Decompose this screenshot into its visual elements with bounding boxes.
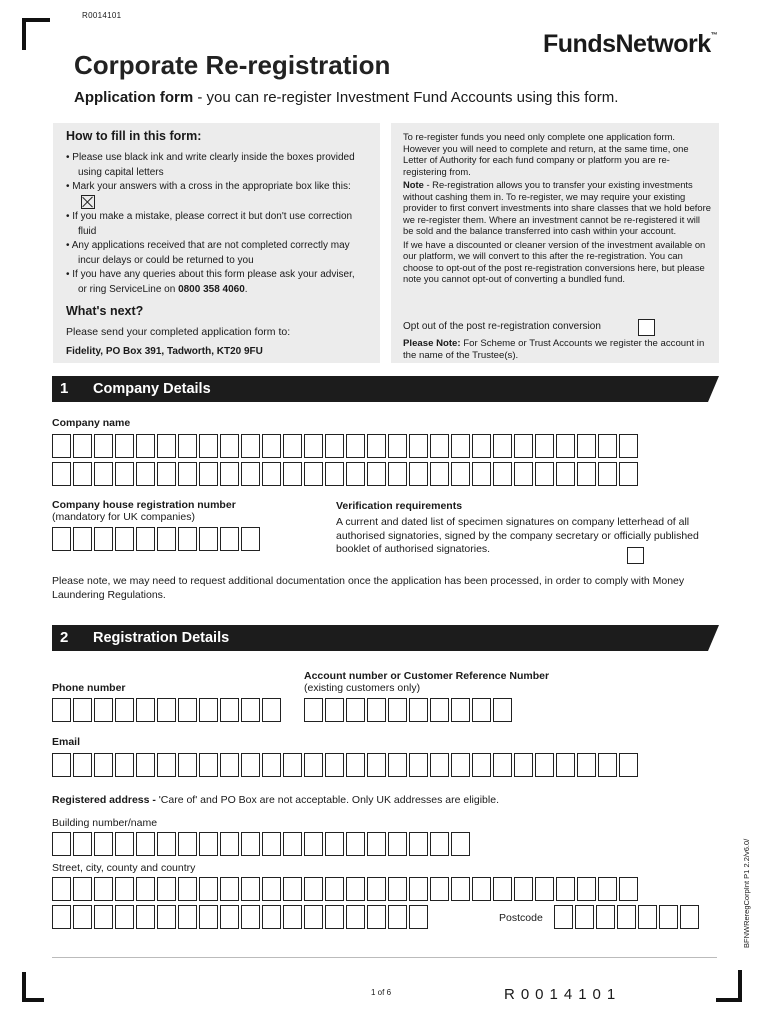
section1-title: Company Details [93, 381, 211, 397]
input-box[interactable] [409, 462, 428, 486]
verification-heading: Verification requirements [336, 500, 463, 512]
input-box[interactable] [409, 698, 428, 722]
account-number-sublabel: (existing customers only) [304, 682, 421, 694]
phone-label: Phone number [52, 682, 126, 694]
input-box[interactable] [52, 527, 71, 551]
section1-note: Please note, we may need to request additional documentation once the application has been processed, in order to comply with Money Laundering Regulations. [52, 575, 685, 601]
input-box[interactable] [617, 905, 636, 929]
postcode-boxes[interactable] [554, 905, 699, 929]
input-box[interactable] [136, 905, 155, 929]
input-box[interactable] [94, 698, 113, 722]
company-name-row-2[interactable] [52, 462, 638, 486]
right-panel-text [403, 131, 711, 287]
corner-mark-bottom-right [716, 970, 742, 1002]
reg-number-boxes[interactable] [52, 527, 260, 551]
input-box[interactable] [115, 527, 134, 551]
example-cross-box-icon [81, 195, 95, 209]
input-box[interactable] [262, 905, 281, 929]
fundsnetwork-logo [543, 30, 717, 59]
please-note-label: Please Note: [403, 338, 461, 349]
optout-checkbox[interactable] [638, 319, 655, 336]
input-box[interactable] [409, 832, 428, 856]
page-number: 1 of 6 [371, 988, 392, 997]
input-box[interactable] [346, 905, 365, 929]
input-box[interactable] [619, 753, 638, 777]
reg-number-label: Company house registration number [52, 499, 236, 511]
input-box[interactable] [220, 698, 239, 722]
input-box[interactable] [73, 527, 92, 551]
input-box[interactable] [73, 832, 92, 856]
side-form-code: BFNWReregCorpInt P1 2.2/v6.0/ [742, 838, 751, 948]
input-box[interactable] [262, 434, 281, 458]
input-box[interactable] [241, 698, 260, 722]
input-box[interactable] [115, 905, 134, 929]
input-box[interactable] [493, 434, 512, 458]
input-box[interactable] [638, 905, 657, 929]
input-box[interactable] [241, 877, 260, 901]
input-box[interactable] [73, 905, 92, 929]
input-box[interactable] [241, 527, 260, 551]
input-box[interactable] [304, 877, 323, 901]
registered-address-label [52, 794, 499, 806]
input-box[interactable] [157, 832, 176, 856]
input-box[interactable] [325, 832, 344, 856]
input-box[interactable] [94, 462, 113, 486]
bullet-3: • If you make a mistake, please correct it but don't use correction fluid [66, 211, 353, 237]
input-box[interactable] [304, 832, 323, 856]
input-box[interactable] [136, 462, 155, 486]
input-box[interactable] [659, 905, 678, 929]
section2-number: 2 [60, 629, 69, 646]
postcode-label: Postcode [499, 912, 543, 924]
input-box[interactable] [178, 434, 197, 458]
verification-checkbox[interactable] [627, 547, 644, 564]
input-box[interactable] [52, 877, 71, 901]
input-box[interactable] [52, 832, 71, 856]
input-box[interactable] [409, 905, 428, 929]
bullet-2-text: • Mark your answers with a cross in the appropriate box like this: [66, 181, 351, 193]
input-box[interactable] [262, 753, 281, 777]
input-box[interactable] [680, 905, 699, 929]
input-box[interactable] [94, 832, 113, 856]
input-box[interactable] [136, 698, 155, 722]
input-box[interactable] [199, 434, 218, 458]
input-box[interactable] [157, 527, 176, 551]
input-box[interactable] [199, 527, 218, 551]
input-box[interactable] [283, 753, 302, 777]
input-box[interactable] [220, 462, 239, 486]
input-box[interactable] [325, 905, 344, 929]
bullet-2 [66, 180, 366, 210]
input-box[interactable] [115, 832, 134, 856]
subtitle-rest: - you can re-register Investment Fund Accounts using this form. [193, 89, 619, 106]
input-box[interactable] [199, 753, 218, 777]
input-box[interactable] [136, 753, 155, 777]
corner-mark-top-left [22, 18, 50, 50]
input-box[interactable] [325, 753, 344, 777]
input-box[interactable] [157, 753, 176, 777]
input-box[interactable] [556, 753, 575, 777]
bullet-1: • Please use black ink and write clearly inside the boxes provided using capital letters [66, 152, 355, 178]
input-box[interactable] [199, 877, 218, 901]
input-box[interactable] [94, 905, 113, 929]
input-box[interactable] [325, 434, 344, 458]
input-box[interactable] [52, 753, 71, 777]
input-box[interactable] [367, 905, 386, 929]
input-box[interactable] [493, 753, 512, 777]
input-box[interactable] [73, 698, 92, 722]
input-box[interactable] [304, 698, 323, 722]
input-box[interactable] [598, 877, 617, 901]
input-box[interactable] [241, 832, 260, 856]
serviceline-phone: 0800 358 4060 [178, 283, 245, 295]
input-box[interactable] [283, 832, 302, 856]
please-note-text: For Scheme or Trust Accounts we register the account in the name of the Trustee(s). [403, 338, 705, 361]
input-box[interactable] [388, 832, 407, 856]
send-instructions: Please send your completed application form to: [66, 326, 291, 338]
input-box[interactable] [283, 462, 302, 486]
input-box[interactable] [199, 905, 218, 929]
input-box[interactable] [136, 434, 155, 458]
email-boxes[interactable] [52, 753, 638, 777]
input-box[interactable] [472, 877, 491, 901]
input-box[interactable] [388, 753, 407, 777]
input-box[interactable] [346, 698, 365, 722]
input-box[interactable] [535, 877, 554, 901]
input-box[interactable] [493, 462, 512, 486]
input-box[interactable] [52, 434, 71, 458]
input-box[interactable] [430, 462, 449, 486]
account-number-label: Account number or Customer Reference Number [304, 670, 550, 682]
input-box[interactable] [220, 877, 239, 901]
input-box[interactable] [94, 753, 113, 777]
verification-text: A current and dated list of specimen signatures on company letterhead of all authorised signatories, signed by the company secretary or officially published booklet of authorised signatories. [336, 516, 699, 555]
input-box[interactable] [388, 877, 407, 901]
input-box[interactable] [514, 434, 533, 458]
input-box[interactable] [535, 753, 554, 777]
input-box[interactable] [262, 877, 281, 901]
optout-label: Opt out of the post re-registration conversion [403, 321, 601, 332]
phone-boxes[interactable] [52, 698, 281, 722]
input-box[interactable] [535, 434, 554, 458]
building-boxes[interactable] [52, 832, 470, 856]
input-box[interactable] [430, 698, 449, 722]
input-box[interactable] [430, 434, 449, 458]
input-box[interactable] [575, 905, 594, 929]
input-box[interactable] [577, 434, 596, 458]
input-box[interactable] [283, 434, 302, 458]
input-box[interactable] [346, 877, 365, 901]
input-box[interactable] [73, 462, 92, 486]
bullet-5-end: . [244, 283, 248, 295]
input-box[interactable] [136, 527, 155, 551]
page-subtitle [74, 89, 618, 106]
input-box[interactable] [472, 698, 491, 722]
input-box[interactable] [388, 434, 407, 458]
section1-header [52, 376, 702, 402]
input-box[interactable] [367, 753, 386, 777]
input-box[interactable] [304, 462, 323, 486]
reg-number-sublabel: (mandatory for UK companies) [52, 511, 195, 523]
input-box[interactable] [220, 753, 239, 777]
input-box[interactable] [304, 753, 323, 777]
input-box[interactable] [73, 877, 92, 901]
input-box[interactable] [367, 434, 386, 458]
input-box[interactable] [388, 462, 407, 486]
input-box[interactable] [596, 905, 615, 929]
note-text: - Re-registration allows you to transfer your existing investments without cashing them in. To re-register, we may require your existing provider to first convert investments into share classes that we hold before we re-register them. Where an investment cannot be re-registered it will be sold and the balance transferred into cash within your account. [403, 179, 711, 236]
input-box[interactable] [262, 698, 281, 722]
input-box[interactable] [346, 753, 365, 777]
input-box[interactable] [451, 753, 470, 777]
input-box[interactable] [199, 832, 218, 856]
input-box[interactable] [598, 753, 617, 777]
how-to-bullets [66, 151, 366, 298]
input-box[interactable] [94, 434, 113, 458]
input-box[interactable] [157, 434, 176, 458]
input-box[interactable] [178, 698, 197, 722]
input-box[interactable] [451, 434, 470, 458]
input-box[interactable] [325, 698, 344, 722]
postal-address: Fidelity, PO Box 391, Tadworth, KT20 9FU [66, 346, 263, 357]
please-note [403, 338, 711, 361]
input-box[interactable] [493, 698, 512, 722]
input-box[interactable] [619, 434, 638, 458]
input-box[interactable] [556, 434, 575, 458]
how-to-heading: How to fill in this form: [66, 129, 202, 143]
input-box[interactable] [554, 905, 573, 929]
input-box[interactable] [220, 832, 239, 856]
bullet-5-text: • If you have any queries about this form please ask your adviser, or ring ServiceLine on [66, 269, 355, 295]
input-box[interactable] [619, 462, 638, 486]
input-box[interactable] [430, 832, 449, 856]
input-box[interactable] [220, 527, 239, 551]
email-label: Email [52, 736, 81, 748]
input-box[interactable] [304, 434, 323, 458]
input-box[interactable] [241, 905, 260, 929]
input-box[interactable] [346, 462, 365, 486]
input-box[interactable] [451, 698, 470, 722]
input-box[interactable] [178, 753, 197, 777]
input-box[interactable] [283, 877, 302, 901]
input-box[interactable] [94, 527, 113, 551]
input-box[interactable] [346, 434, 365, 458]
input-box[interactable] [157, 877, 176, 901]
street-label: Street, city, county and country [52, 862, 196, 874]
input-box[interactable] [52, 462, 71, 486]
input-box[interactable] [346, 832, 365, 856]
document-code-bottom: R0014101 [504, 986, 622, 1003]
input-box[interactable] [241, 434, 260, 458]
input-box[interactable] [514, 877, 533, 901]
input-box[interactable] [220, 434, 239, 458]
page-title: Corporate Re-registration [74, 50, 391, 80]
bullet-5 [66, 268, 366, 297]
account-number-boxes[interactable] [304, 698, 512, 722]
input-box[interactable] [556, 877, 575, 901]
discounted-text: If we have a discounted or cleaner version of the investment available on our platform, we will convert to this after the re-registration. You can choose to opt-out of the post re-registration conversions here, but please note you cannot opt-out of converting a bundled fund. [403, 238, 706, 284]
input-box[interactable] [178, 905, 197, 929]
input-box[interactable] [157, 698, 176, 722]
bullet-4: • Any applications received that are not completed correctly may incur delays or could be returned to you [66, 240, 350, 266]
input-box[interactable] [388, 905, 407, 929]
document-code-top: R0014101 [82, 11, 122, 20]
input-box[interactable] [409, 753, 428, 777]
input-box[interactable] [115, 462, 134, 486]
input-box[interactable] [451, 877, 470, 901]
input-box[interactable] [52, 698, 71, 722]
input-box[interactable] [535, 462, 554, 486]
input-box[interactable] [472, 434, 491, 458]
whats-next-heading: What's next? [66, 304, 144, 318]
input-box[interactable] [73, 434, 92, 458]
input-box[interactable] [451, 462, 470, 486]
input-box[interactable] [451, 832, 470, 856]
input-box[interactable] [598, 462, 617, 486]
input-box[interactable] [409, 877, 428, 901]
input-box[interactable] [388, 698, 407, 722]
street-row-1[interactable] [52, 877, 638, 901]
registered-address-bold: Registered address - [52, 794, 156, 806]
input-box[interactable] [94, 877, 113, 901]
logo-trademark: ™ [710, 32, 718, 39]
input-box[interactable] [367, 698, 386, 722]
input-box[interactable] [367, 832, 386, 856]
section2-title: Registration Details [93, 630, 230, 646]
input-box[interactable] [115, 753, 134, 777]
street-row-2[interactable] [52, 905, 428, 929]
building-label: Building number/name [52, 817, 158, 829]
input-box[interactable] [115, 877, 134, 901]
input-box[interactable] [619, 877, 638, 901]
input-box[interactable] [472, 753, 491, 777]
input-box[interactable] [430, 753, 449, 777]
section1-number: 1 [60, 380, 69, 397]
input-box[interactable] [493, 877, 512, 901]
input-box[interactable] [178, 877, 197, 901]
input-box[interactable] [598, 434, 617, 458]
input-box[interactable] [367, 462, 386, 486]
logo-text: FundsNetwork [543, 30, 711, 58]
input-box[interactable] [472, 462, 491, 486]
intro-text: To re-register funds you need only complete one application form. However you will need to complete and return, at the same time, one Letter of Authority for each fund company or platform you are re-registering from. [403, 131, 689, 177]
note-label: Note [403, 179, 424, 190]
input-box[interactable] [241, 462, 260, 486]
input-box[interactable] [514, 753, 533, 777]
input-box[interactable] [577, 877, 596, 901]
registered-address-text: 'Care of' and PO Box are not acceptable. Only UK addresses are eligible. [155, 794, 499, 806]
input-box[interactable] [178, 462, 197, 486]
section2-header [52, 625, 702, 651]
input-box[interactable] [367, 877, 386, 901]
company-name-row-1[interactable] [52, 434, 638, 458]
input-box[interactable] [199, 698, 218, 722]
input-box[interactable] [409, 434, 428, 458]
input-box[interactable] [430, 877, 449, 901]
input-box[interactable] [241, 753, 260, 777]
input-box[interactable] [577, 462, 596, 486]
input-box[interactable] [220, 905, 239, 929]
input-box[interactable] [577, 753, 596, 777]
input-box[interactable] [304, 905, 323, 929]
footer-divider [52, 957, 717, 958]
input-box[interactable] [157, 462, 176, 486]
subtitle-bold: Application form [74, 89, 194, 106]
input-box[interactable] [262, 462, 281, 486]
input-box[interactable] [178, 832, 197, 856]
input-box[interactable] [136, 877, 155, 901]
input-box[interactable] [325, 462, 344, 486]
input-box[interactable] [136, 832, 155, 856]
input-box[interactable] [262, 832, 281, 856]
input-box[interactable] [556, 462, 575, 486]
input-box[interactable] [199, 462, 218, 486]
input-box[interactable] [514, 462, 533, 486]
input-box[interactable] [115, 698, 134, 722]
input-box[interactable] [283, 905, 302, 929]
input-box[interactable] [115, 434, 134, 458]
input-box[interactable] [178, 527, 197, 551]
note-paragraph [403, 179, 711, 237]
company-name-label: Company name [52, 417, 131, 429]
input-box[interactable] [157, 905, 176, 929]
input-box[interactable] [52, 905, 71, 929]
input-box[interactable] [325, 877, 344, 901]
corner-mark-bottom-left [22, 972, 44, 1002]
input-box[interactable] [73, 753, 92, 777]
